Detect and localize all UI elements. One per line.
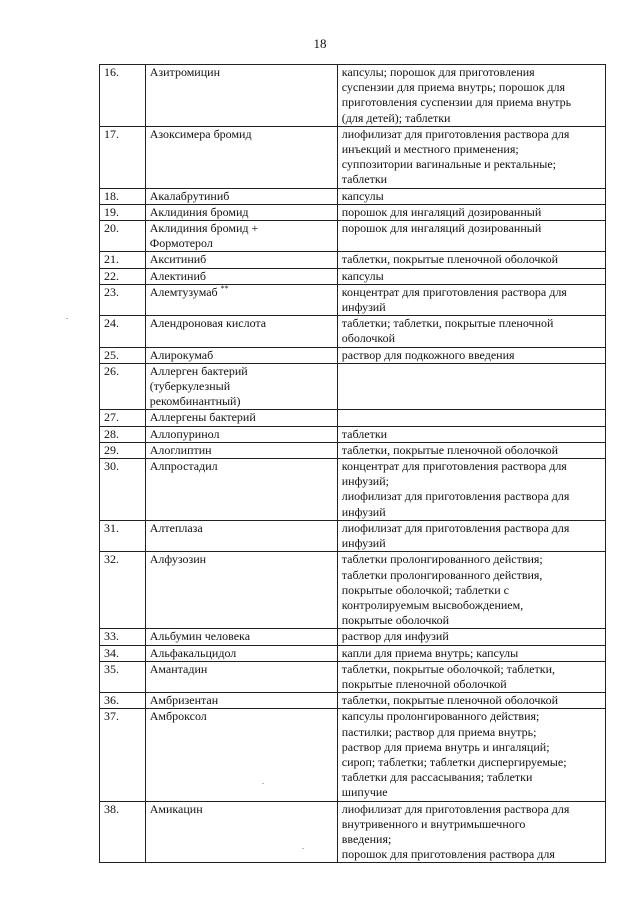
drug-name: Аклидиния бромид (149, 204, 249, 219)
page-number: 18 (313, 36, 327, 51)
table-row (100, 693, 606, 709)
dosage-form-cell (337, 645, 605, 661)
drug-name-cell (145, 126, 337, 188)
row-number: 26. (100, 363, 146, 410)
dosage-form: капли для приема внутрь; капсулы (341, 645, 519, 660)
table-row (100, 552, 606, 629)
drug-name-cell (145, 65, 337, 127)
drug-name-cell (145, 520, 337, 551)
row-number: 30. (100, 459, 146, 521)
table-row (100, 252, 606, 268)
dosage-form-cell (337, 801, 605, 863)
dosage-form: лиофилизат для приготовления раствора для внутривенного и внутримышечного введения; порошок для приготовления раствора для (341, 801, 570, 862)
drug-name: Альфакальцидол (149, 645, 237, 660)
dosage-form: таблетки, покрытые пленочной оболочкой (341, 442, 559, 457)
row-number: 27. (100, 410, 146, 426)
row-number: 31. (100, 520, 146, 551)
drug-name-cell (145, 442, 337, 458)
dosage-form-cell (337, 284, 605, 315)
dosage-form: капсулы (341, 268, 384, 283)
drug-name-cell (145, 693, 337, 709)
dosage-form-cell (337, 442, 605, 458)
drug-name-cell (145, 661, 337, 692)
drug-name: Амикацин (149, 801, 203, 816)
drug-name: Аллерген бактерий (туберкулезный рекомбинантный) (149, 363, 248, 409)
row-number: 23. (100, 284, 146, 315)
drug-name: Аллергены бактерий (149, 410, 256, 425)
table-row (100, 221, 606, 252)
dosage-form: таблетки, покрытые пленочной оболочкой (341, 252, 559, 267)
dosage-form-cell (337, 347, 605, 363)
table-row (100, 661, 606, 692)
row-number: 25. (100, 347, 146, 363)
drug-name-mark: ** (220, 284, 229, 293)
dosage-form: лиофилизат для приготовления раствора для инъекций и местного применения; суппозитории вагинальные и ректальные; таблетки (341, 126, 570, 187)
row-number: 18. (100, 188, 146, 204)
dosage-form: раствор для инфузий (341, 629, 449, 644)
table-row (100, 459, 606, 521)
drug-name-cell (145, 629, 337, 645)
row-number: 36. (100, 693, 146, 709)
drug-name-cell (145, 801, 337, 863)
drug-name-cell (145, 252, 337, 268)
drug-name-cell (145, 347, 337, 363)
scan-speck (262, 783, 264, 784)
drug-name: Альбумин человека (149, 629, 251, 644)
row-number: 20. (100, 221, 146, 252)
row-number: 38. (100, 801, 146, 863)
dosage-form: лиофилизат для приготовления раствора для инфузий (341, 520, 570, 551)
drug-name-cell (145, 410, 337, 426)
table-row (100, 629, 606, 645)
row-number: 33. (100, 629, 146, 645)
row-number: 34. (100, 645, 146, 661)
dosage-form-cell (337, 410, 605, 426)
drug-name-cell (145, 552, 337, 629)
drug-name: Алендроновая кислота (149, 316, 267, 331)
dosage-form-cell (337, 709, 605, 801)
drug-name-cell (145, 363, 337, 410)
dosage-form: капсулы (341, 188, 384, 203)
dosage-form: таблетки (341, 426, 388, 441)
row-number: 19. (100, 204, 146, 220)
drug-name: Алоглиптин (149, 442, 212, 457)
drug-name: Акалабрутиниб (149, 188, 230, 203)
drug-name-cell (145, 426, 337, 442)
table-row (100, 347, 606, 363)
drug-name-cell (145, 645, 337, 661)
drug-name: Амброксол (149, 709, 207, 724)
drug-name: Акситиниб (149, 252, 207, 267)
dosage-form-cell (337, 426, 605, 442)
drug-name: Азоксимера бромид (149, 126, 252, 141)
table-row (100, 410, 606, 426)
dosage-form-cell (337, 363, 605, 410)
dosage-form: таблетки, покрытые пленочной оболочкой (341, 693, 559, 708)
drug-name-cell (145, 316, 337, 347)
row-number: 32. (100, 552, 146, 629)
drug-name-cell (145, 268, 337, 284)
dosage-form-cell (337, 268, 605, 284)
table-row (100, 284, 606, 315)
dosage-form-cell (337, 316, 605, 347)
dosage-form-cell (337, 65, 605, 127)
dosage-form-cell (337, 459, 605, 521)
dosage-form: порошок для ингаляций дозированный (341, 221, 542, 236)
scan-speck (302, 848, 304, 849)
table-row (100, 188, 606, 204)
drug-name: Алирокумаб (149, 347, 214, 362)
dosage-form: концентрат для приготовления раствора для инфузий (341, 284, 567, 315)
table-row (100, 316, 606, 347)
row-number: 35. (100, 661, 146, 692)
table-row (100, 268, 606, 284)
table-row (100, 363, 606, 410)
drug-table (99, 64, 606, 863)
row-number: 29. (100, 442, 146, 458)
drug-name-cell (145, 459, 337, 521)
table-row (100, 709, 606, 801)
dosage-form: раствор для подкожного введения (341, 347, 515, 362)
dosage-form: капсулы; порошок для приготовления суспензии для приема внутрь; порошок для приготовления суспензии для приема внутрь (для детей); таблетки (341, 65, 572, 125)
drug-name-cell (145, 188, 337, 204)
drug-name: Азитромицин (149, 65, 220, 79)
drug-name: Амантадин (149, 661, 208, 676)
dosage-form: капсулы пролонгированного действия; пастилки; раствор для приема внутрь; раствор для приема внутрь и ингаляций; сироп; таблетки; таблетки диспергируемые; таблетки для рассасывания; таблетки шипучие (341, 709, 567, 800)
drug-name-cell (145, 204, 337, 220)
dosage-form-cell (337, 661, 605, 692)
table-row (100, 520, 606, 551)
drug-name-cell (145, 709, 337, 801)
drug-name: Алтеплаза (149, 520, 203, 535)
dosage-form-cell (337, 520, 605, 551)
table-row (100, 801, 606, 863)
row-number: 21. (100, 252, 146, 268)
scan-speck (66, 318, 68, 319)
drug-name-cell (145, 284, 337, 315)
drug-name: Алфузозин (149, 552, 207, 567)
dosage-form-cell (337, 629, 605, 645)
dosage-form-cell (337, 126, 605, 188)
drug-name: Аллопуринол (149, 426, 220, 441)
dosage-form-cell (337, 693, 605, 709)
drug-name: Алемтузумаб (149, 284, 218, 299)
row-number: 16. (100, 65, 146, 127)
row-number: 22. (100, 268, 146, 284)
row-number: 24. (100, 316, 146, 347)
dosage-form-cell (337, 204, 605, 220)
dosage-form: таблетки; таблетки, покрытые пленочной оболочкой (341, 316, 554, 346)
table-row (100, 645, 606, 661)
drug-name: Аклидиния бромид + Формотерол (149, 221, 259, 251)
row-number: 37. (100, 709, 146, 801)
dosage-form-cell (337, 252, 605, 268)
table-row (100, 65, 606, 127)
dosage-form-cell (337, 552, 605, 629)
dosage-form: таблетки, покрытые оболочкой; таблетки, покрытые пленочной оболочкой (341, 661, 556, 691)
row-number: 17. (100, 126, 146, 188)
dosage-form: порошок для ингаляций дозированный (341, 204, 542, 219)
row-number: 28. (100, 426, 146, 442)
drug-name: Алпростадил (149, 459, 218, 474)
dosage-form-cell (337, 221, 605, 252)
table-row (100, 204, 606, 220)
table-row (100, 126, 606, 188)
table-row (100, 426, 606, 442)
dosage-form: концентрат для приготовления раствора для инфузий; лиофилизат для приготовления раствора для инфузий (341, 459, 570, 519)
drug-name-cell (145, 221, 337, 252)
table-row (100, 442, 606, 458)
drug-name: Амбризентан (149, 693, 219, 708)
drug-name: Алектиниб (149, 268, 206, 283)
dosage-form: таблетки пролонгированного действия; таблетки пролонгированного действия, покрытые оболочкой; таблетки с контролируемым высвобождением, покрытые оболочкой (341, 552, 543, 628)
dosage-form-cell (337, 188, 605, 204)
